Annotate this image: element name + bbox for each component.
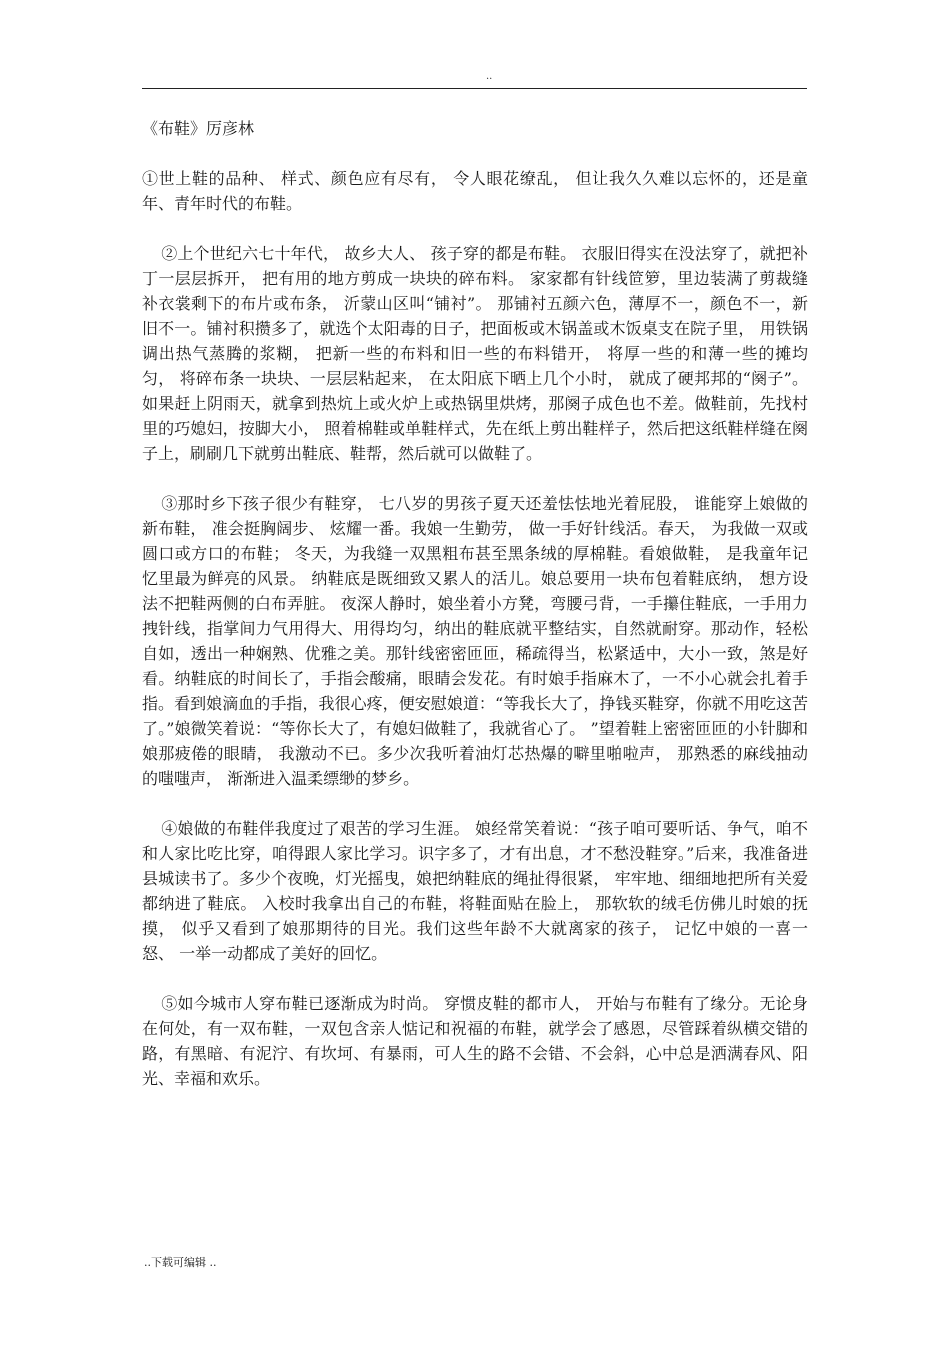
header-divider (142, 88, 807, 89)
paragraph-2: ②上个世纪六七十年代， 故乡大人、 孩子穿的都是布鞋。 衣服旧得实在没法穿了，就把补丁一层层拆开， 把有用的地方剪成一块块的碎布料。 家家都有针线笸箩，里边装满了剪裁缝补衣裳剩下的布片或布条， 沂蒙山区叫“铺衬”。 那铺衬五颜六色，薄厚不一，颜色不一，新旧不一。铺衬积攒多了，就选个太阳毒的日子，把面板或木锅盖或木饭桌支在院子里， 用铁锅调出热气蒸腾的浆糊， 把新一些的布料和旧一些的布料错开， 将厚一些的和薄一些的摊均匀， 将碎布条一块块、一层层粘起来， 在太阳底下晒上几个小时， 就成了硬邦邦的“阕子”。 如果赶上阴雨天，就拿到热炕上或火炉上或热锅里烘烤，那阕子成色也不差。做鞋前，先找村里的巧媳妇，按脚大小， 照着棉鞋或单鞋样式，先在纸上剪出鞋样子，然后把这纸鞋样缝在阕子上，刷刷几下就剪出鞋底、鞋帮，然后就可以做鞋了。 (142, 244, 808, 463)
header-mark: .. (486, 71, 493, 82)
document-title: 《布鞋》厉彦林 (142, 119, 255, 138)
paragraph-3: ③那时乡下孩子很少有鞋穿， 七八岁的男孩子夏天还羞怯怯地光着屁股， 谁能穿上娘做的新布鞋， 准会挺胸阔步、 炫耀一番。我娘一生勤劳， 做一手好针线活。春天， 为我做一双或圆口或方口的布鞋； 冬天，为我缝一双黑粗布甚至黑条绒的厚棉鞋。看娘做鞋， 是我童年记忆里最为鲜亮的风景。 纳鞋底是既细致又累人的活儿。娘总要用一块布包着鞋底纳， 想方设法不把鞋两侧的白布弄脏。 夜深人静时，娘坐着小方凳，弯腰弓背，一手攥住鞋底，一手用力拽针线，指掌间力气用得大、用得均匀，纳出的鞋底就平整结实，自然就耐穿。那动作，轻松自如，透出一种娴熟、优雅之美。那针线密密匝匝，稀疏得当，松紧适中，大小一致，煞是好看。纳鞋底的时间长了，手指会酸痛，眼睛会发花。有时娘手指麻木了，一不小心就会扎着手指。看到娘滴血的手指，我很心疼，便安慰娘道：“等我长大了，挣钱买鞋穿，你就不用吃这苦了。”娘微笑着说：“等你长大了，有媳妇做鞋了，我就省心了。 ”望着鞋上密密匝匝的小针脚和娘那疲倦的眼睛， 我激动不已。多少次我听着油灯芯热爆的噼里啪啦声， 那熟悉的麻线抽动的嗤嗤声， 渐渐进入温柔缥缈的梦乡。 (142, 494, 808, 788)
paragraph-4: ④娘做的布鞋伴我度过了艰苦的学习生涯。 娘经常笑着说：“孩子咱可要听话、争气，咱不和人家比吃比穿，咱得跟人家比学习。识字多了，才有出息，才不愁没鞋穿。”后来，我准备进县城读书了。多少个夜晚，灯光摇曳，娘把纳鞋底的绳扯得很紧， 牢牢地、细细地把所有关爱都纳进了鞋底。 入校时我拿出自己的布鞋，将鞋面贴在脸上， 那软软的绒毛仿佛儿时娘的抚摸， 似乎又看到了娘那期待的目光。我们这些年龄不大就离家的孩子， 记忆中娘的一喜一怒、 一举一动都成了美好的回忆。 (142, 819, 808, 963)
paragraph-1: ①世上鞋的品种、 样式、颜色应有尽有， 令人眼花缭乱， 但让我久久难以忘怀的，还是童年、青年时代的布鞋。 (142, 169, 808, 213)
paragraph-5: ⑤如今城市人穿布鞋已逐渐成为时尚。 穿惯皮鞋的都市人， 开始与布鞋有了缘分。无论身在何处，有一双布鞋，一双包含亲人惦记和祝福的布鞋，就学会了感恩，尽管踩着纵横交错的路，有黑暗、有泥泞、有坎坷、有暴雨，可人生的路不会错、不会斜，心中总是洒满春风、阳光、幸福和欢乐。 (142, 994, 808, 1088)
footer-note: ..下载可编辑 .. (144, 1256, 217, 1269)
document-body (142, 116, 808, 1116)
